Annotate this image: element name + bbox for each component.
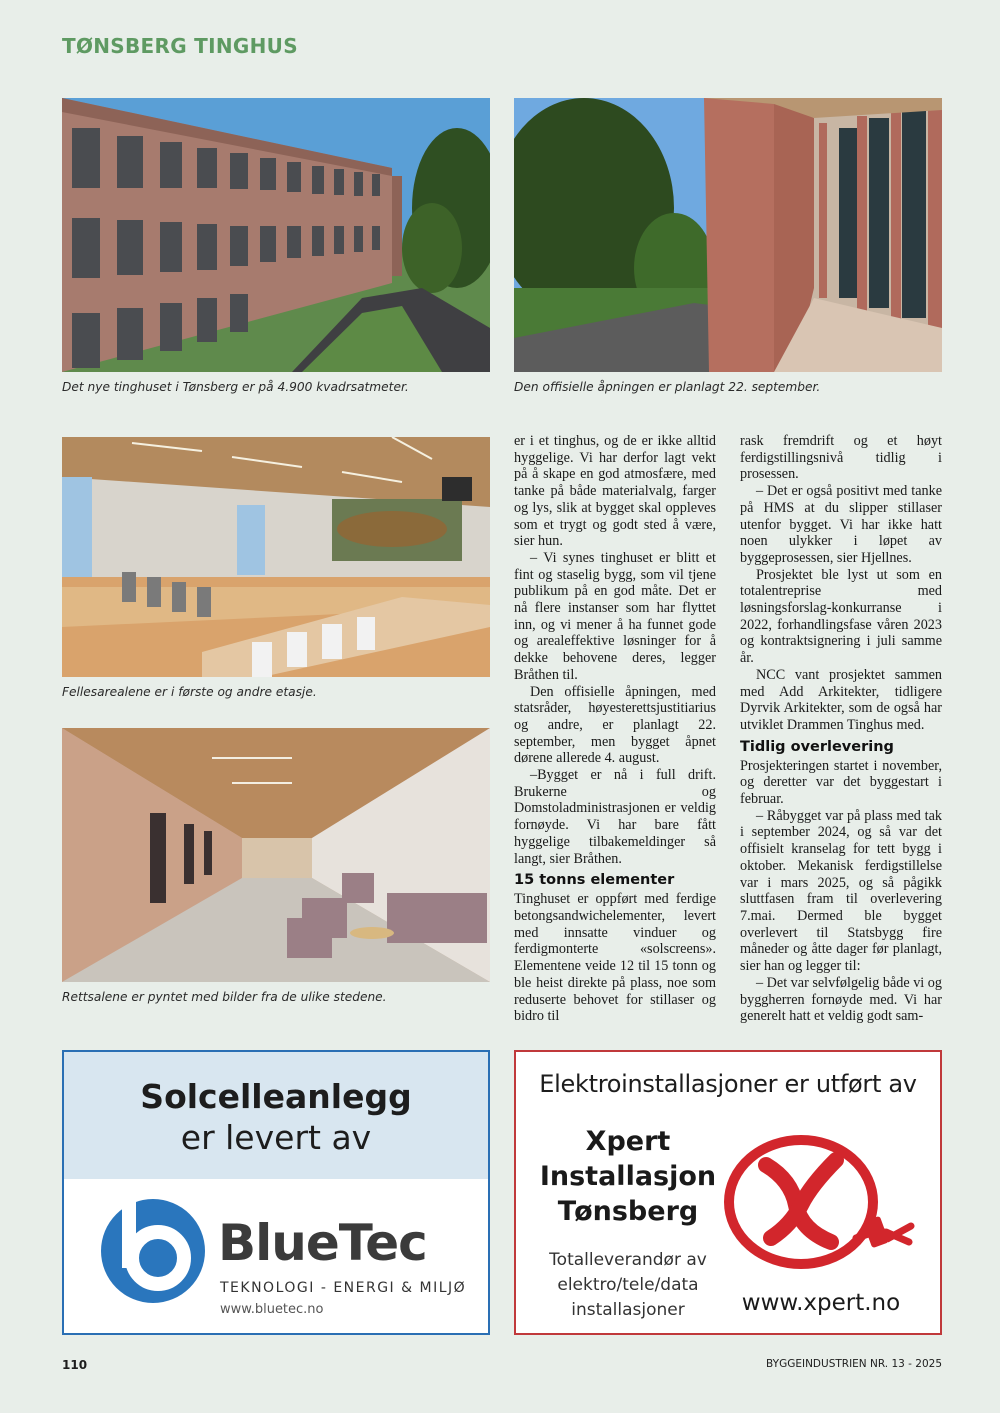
article-paragraph: – Vi synes tinghuset er blitt et fint og staselig bygg, som vil tjene publikum på en god måte. Det er nå flere instanser som har flyttet inn, og vi mener å ha funnet gode og arealeffektive løsninger for å dekke behovene deres, legger Bråthen til. xyxy=(514,549,716,683)
article-paragraph: Tinghuset er oppført med ferdige betongsandwichelementer, levert med innsatte vinduer og ferdigmonterte «solscreens». Elementene veide 12 til 15 tonn og ble heist direkte på plass, noe som reduserte behovet for stillaser og bidro til xyxy=(514,891,716,1025)
article-paragraph: er i et tinghus, og de er ikke alltid hyggelige. Vi har derfor lagt vekt på å skape en god atmosfære, med tanke på både materialvalg, farger og lys, slik at bygget skal oppleves som et trygt og godt sted å være, sier hun. xyxy=(514,433,716,550)
courtroom-image xyxy=(62,437,490,677)
photo-caption-3: Fellesarealene er i første og andre etasje. xyxy=(62,685,317,699)
ad-xpert[interactable] xyxy=(514,1050,942,1335)
article-paragraph: –Bygget er nå i full drift. Brukerne og Domstoladministrasjonen er veldig fornøyde. Vi har bare fått hyggelige tilbakemeldinger så langt, sier Bråthen. xyxy=(514,767,716,867)
ad-bluetec-tagline: TEKNOLOGI - ENERGI & MILJØ xyxy=(220,1280,467,1296)
bluetec-logo-icon xyxy=(100,1198,206,1304)
ad-xpert-url[interactable]: www.xpert.no xyxy=(741,1290,901,1316)
colonnade-image xyxy=(514,98,942,372)
article-subheading: Tidlig overlevering xyxy=(740,738,894,755)
photo-caption-2: Den offisielle åpningen er planlagt 22. september. xyxy=(514,380,821,394)
section-title: TØNSBERG TINGHUS xyxy=(62,34,298,58)
article-paragraph: Prosjekteringen startet i november, og deretter var det byggestart i februar. xyxy=(740,757,942,808)
ad-xpert-desc-line: elektro/tele/data xyxy=(557,1275,699,1295)
article-column-2 xyxy=(740,433,942,1025)
page-number: 110 xyxy=(62,1358,88,1372)
article-column-1 xyxy=(514,433,716,1025)
building-facade-image xyxy=(62,98,490,372)
photo-colonnade xyxy=(514,98,942,372)
ad-xpert-name-line: Installasjon xyxy=(539,1161,717,1192)
article-paragraph: – Råbygget var på plass med tak i september 2024, og så var det offisielt kranselag for tett bygg i oktober. Mekanisk ferdigstillelse var i mars 2025, og så pågikk sluttfasen fram til overlevering 7.mai. Dermed ble bygget overlevert til Statsbygg fire måneder og åtte dager før planlagt, sier han og legger til: xyxy=(740,807,942,975)
ad-xpert-desc-line: installasjoner xyxy=(571,1300,685,1320)
article-paragraph: Den offisielle åpningen, med statsråder, høyesterettsjustitiarius og andre, er planlagt 22. september, men bygget åpnet dørene allerede 4. august. xyxy=(514,683,716,767)
article-paragraph: NCC vant prosjektet sammen med Add Arkitekter, tidligere Dyrvik Arkitekter, som de også har utviklet Drammen Tinghus med. xyxy=(740,666,942,733)
photo-caption-1: Det nye tinghuset i Tønsberg er på 4.900 kvadrsatmeter. xyxy=(62,380,409,394)
ad-xpert-heading: Elektroinstallasjoner er utført av xyxy=(539,1070,917,1098)
ad-bluetec[interactable] xyxy=(62,1050,490,1335)
article-paragraph: – Det var selvfølgelig både vi og byggherren fornøyde med. Vi har generelt hatt et veldig godt sam- xyxy=(740,974,942,1025)
article-paragraph: rask fremdrift og et høyt ferdigstillingsnivå tidlig i prosessen. xyxy=(740,433,942,483)
ad-xpert-name-line: Xpert xyxy=(585,1126,671,1157)
ad-bluetec-url[interactable]: www.bluetec.no xyxy=(220,1302,324,1317)
photo-corridor xyxy=(62,728,490,982)
ad-bluetec-brand: BlueTec xyxy=(218,1214,427,1272)
photo-building-facade xyxy=(62,98,490,372)
publication-info: BYGGEINDUSTRIEN NR. 13 - 2025 xyxy=(766,1358,942,1370)
corridor-image xyxy=(62,728,490,982)
ad-xpert-desc-line: Totalleverandør av xyxy=(549,1250,707,1270)
article-subheading: 15 tonns elementer xyxy=(514,872,675,889)
ad-xpert-description xyxy=(528,1248,728,1323)
ad-bluetec-header xyxy=(64,1052,488,1179)
ad-xpert-name-line: Tønsberg xyxy=(557,1196,699,1227)
article-paragraph: – Det er også positivt med tanke på HMS at du slipper stillaser utenfor bygget. Vi har ikke hatt noen ulykker i løpet av byggeprosessen, sier Hjellnes. xyxy=(740,483,942,566)
ad-bluetec-line2: er levert av xyxy=(180,1118,372,1157)
ad-bluetec-line1: Solcelleanlegg xyxy=(140,1077,412,1116)
ad-xpert-name xyxy=(528,1124,728,1229)
xpert-plug-logo-icon xyxy=(721,1130,931,1280)
photo-caption-4: Rettsalene er pyntet med bilder fra de ulike stedene. xyxy=(62,990,387,1004)
photo-courtroom xyxy=(62,437,490,677)
article-paragraph: Prosjektet ble lyst ut som en totalentreprise med løsningsforslag-konkurranse i 2022, forhandlingsfase våren 2023 og kontraktsignering i juli samme år. xyxy=(740,566,942,667)
